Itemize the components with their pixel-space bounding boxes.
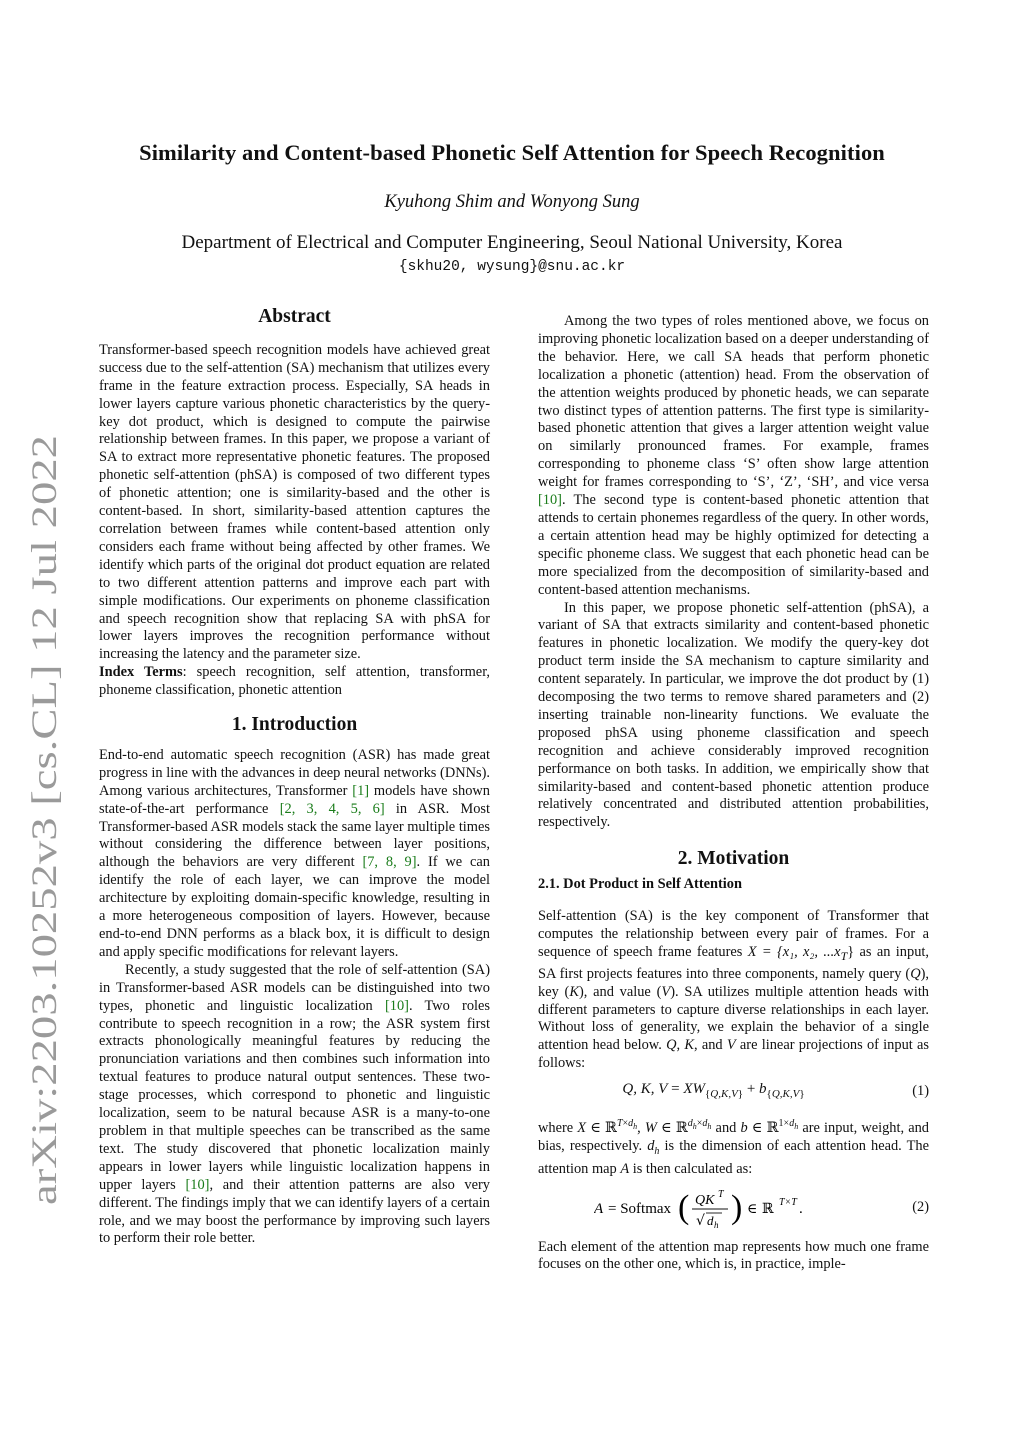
svg-text:∈ ℝ: ∈ ℝ <box>746 1200 773 1217</box>
motivation-paragraph-2: where X ∈ ℝ$^{T\times d_h}$, W ∈ ℝ$^{d_h\times d_h}$ and b ∈ ℝ$^{1\times d_h}$ are input, weight, and bias, respectively. $d_h$ is the dimension of each attention head. The attention map A is then calculated as: <box>538 1118 929 1177</box>
equation-number: (1) <box>912 1083 929 1100</box>
svg-text:QK: QK <box>694 1192 714 1208</box>
subsection-heading: 2.1. Dot Product in Self Attention <box>538 876 742 893</box>
intro-paragraph-3: Among the two types of roles mentioned above, we focus on improving phonetic localization based on a deeper understanding of the behavior. Here, we call SA heads that perform phonetic localization a phonetic (attention) head. From the observation of the attention weights produced by phonetic heads, we can separate two distinct types of attention patterns. The first type is similarity-based phonetic attention that gives a larger attention weight value on similarly pronounced frames. For example, frames corresponding to phoneme class ‘S’ often show large attention weight for frames corresponding to ‘S’, ‘Z’, ‘SH’, and vice versa [10]. The second type is content-based phonetic attention that attends to certain phonemes regardless of the query. In other words, a certain attention head may be highly optimized for detecting a specific phoneme class. We suggest that each phonetic head can be more specialized from the decomposition of similarity-based and content-based attention mechanisms. <box>538 313 929 598</box>
motivation-heading: 2. Motivation <box>677 848 790 870</box>
citation-link[interactable]: [7, 8, 9] <box>362 854 417 871</box>
abstract-heading: Abstract <box>258 306 331 327</box>
equation-number: (2) <box>912 1198 929 1215</box>
arxiv-stamp-text: arXiv:2203.10252v3 [cs.CL] 12 Jul 2022 <box>24 611 64 1205</box>
svg-text:= Softmax: = Softmax <box>607 1200 671 1217</box>
abstract-text: Transformer-based speech recognition models have achieved great success due to the self-attention (SA) mechanism that utilizes every frame in the feature extraction process. Especially, SA heads in lower layers capture various phonetic characteristics by the query-key dot product, which is designed to compute the pairwise relationship between frames. In this paper, we propose a variant of SA to extract more representative phonetic features. The proposed phonetic self-attention (phSA) is composed of two different types of phonetic attention; one is similarity-based and the other is content-based. In short, similarity-based attention captures the correlation between frames while content-based attention only considers each frame without being affected by other frames. We identify which parts of the original dot product equation are related to two different attention patterns and improve each part with simple modifications. Our experiments on phoneme classification and speech recognition show that replacing SA with phSA for lower layers improves the recognition performance without increasing the latency and the parameter size. <box>99 341 490 663</box>
affiliation: Department of Electrical and Computer Engineering, Seoul National University, Korea <box>181 232 843 253</box>
motivation-paragraph-3: Each element of the attention map represents how much one frame focuses on the other one, which is, in practice, imple- <box>538 1238 929 1273</box>
paper-title: Similarity and Content-based Phonetic Self Attention for Speech Recognition <box>139 140 885 165</box>
softmax-formula <box>594 1185 834 1231</box>
svg-text:A: A <box>593 1200 603 1217</box>
index-terms-label: Index Terms <box>99 664 183 681</box>
citation-link[interactable]: [2, 3, 4, 5, 6] <box>279 800 385 817</box>
intro-paragraph-2: Recently, a study suggested that the role of self-attention (SA) in Transformer-based ASR models can be distinguished into two types, phonetic and linguistic localization [10]. Two roles contribute to speech recognition in a row; the ASR system first extracts phonologically meaningful features by reducing the pronunciation variations and then combines such information into textual features to produce natural output sentences. These two-stage processes, which correspond to phonetic and linguistic localization, seem to be natural because ASR is a many-to-one problem in that multiple speeches can be transcribed as the same text. The study discovered that phonetic localization mainly appears in lower layers while linguistic localization happens in upper layers [10], and their attention patterns are also very different. The findings imply that we can identify layers of a certain role, and we may boost the performance by improving such layers to perform their role better. <box>99 961 491 1247</box>
email: {skhu20, wysung}@snu.ac.kr <box>398 259 626 275</box>
intro-heading: 1. Introduction <box>231 714 358 736</box>
index-terms-text: : speech recognition, self attention, transformer, phoneme classification, phonetic attention <box>99 664 491 699</box>
intro-paragraph-4: In this paper, we propose phonetic self-attention (phSA), a variant of SA that extracts similarity and content-based phonetic features in phonetic localization. We modify the query-key dot product term inside the SA mechanism to capture similarity and content separately. In particular, we improve the dot product by (1) decomposing the two terms to remove shared parameters and (2) inserting trainable non-linearity functions. We evaluate the proposed phSA using phoneme classification and speech recognition and achieve considerably improved recognition performance on both tasks. In addition, we empirically show that similarity-based and content-based phonetic attention produce relatively concentrated and distributed attention probabilities, respectively. <box>538 599 929 831</box>
svg-text:(: ( <box>677 1188 689 1226</box>
right-column <box>538 313 929 1274</box>
citation-link[interactable]: [1] <box>352 782 370 799</box>
svg-text:√: √ <box>695 1212 705 1229</box>
citation-link[interactable]: [10] <box>538 492 562 509</box>
svg-text:.: . <box>798 1200 803 1217</box>
arxiv-stamp <box>20 425 66 1225</box>
svg-text:): ) <box>730 1188 742 1226</box>
motivation-paragraph-1: Self-attention (SA) is the key component of Transformer that computes the relationship between every pair of frames. For a sequence of speech frame features X = {x₁, x₂, $...x_T$} as an input, SA first projects features into three components, namely query (Q), key (K), and value (V). SA utilizes multiple attention heads with different parameters to capture diverse relationships in each layer. Without loss of generality, we explain the behavior of a single attention head below. Q, K, and V are linear projections of input as follows: <box>538 908 930 1072</box>
index-terms <box>99 664 490 700</box>
citation-link[interactable]: [10] <box>185 1176 210 1193</box>
svg-text:T×T: T×T <box>778 1196 797 1208</box>
svg-text:h: h <box>713 1219 718 1230</box>
intro-paragraph-1: End-to-end automatic speech recognition (ASR) has made great progress in line with the advances in deep neural networks (DNNs). Among various architectures, Transformer [1] models have shown state-of-the-art performance [2, 3, 4, 5, 6] in ASR. Most Transformer-based ASR models stack the same layer multiple times without considering the difference between layer positions, although the behaviors are very different [7, 8, 9]. If we can identify the role of each layer, we can improve the model architecture by exploiting domain-specific knowledge, resulting in a more heterogeneous composition of layers. However, because end-to-end DNN performs as a black box, it is difficult to design and apply specific modifications for relevant layers. <box>99 746 491 960</box>
equation-1: Q, K, $V = XW_{\{Q,K,V\}} + b_{\{Q,K,V\}}$ (1) <box>622 1081 929 1101</box>
svg-text:T: T <box>717 1188 724 1200</box>
svg-text:d: d <box>706 1212 713 1228</box>
authors: Kyuhong Shim and Wonyong Sung <box>384 192 640 212</box>
left-column <box>99 308 490 1248</box>
equation-2 <box>538 1183 929 1233</box>
citation-link[interactable]: [10] <box>384 997 409 1014</box>
